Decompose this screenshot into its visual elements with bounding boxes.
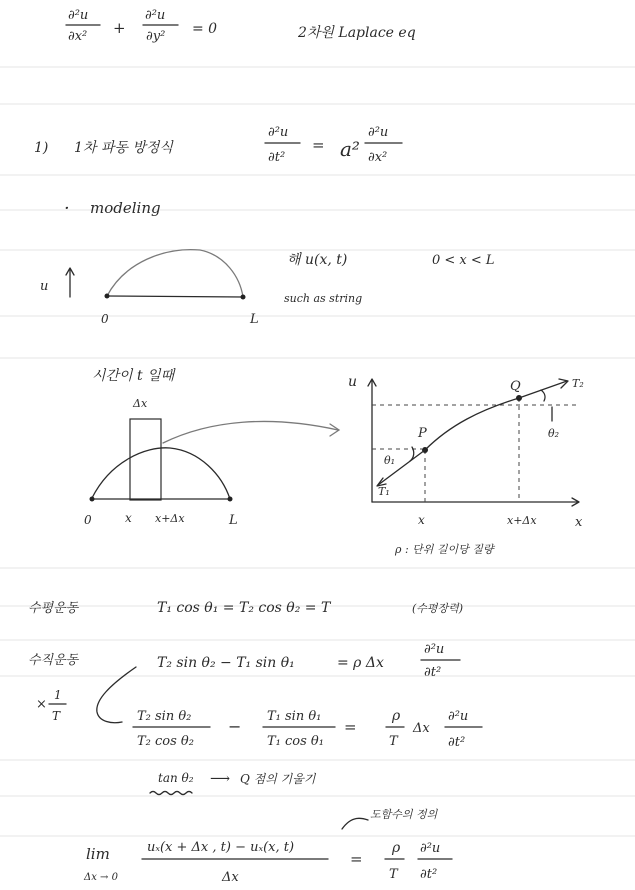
horizontal-eq: T₁ cos θ₁ = T₂ cos θ₂ = T: [157, 600, 331, 616]
ratio-d-num: ∂²u: [448, 709, 469, 724]
zoom-tick-x: x: [418, 513, 425, 527]
divide-num: 1: [54, 688, 62, 702]
vertical-eq-lhs: T₂ sin θ₂ − T₁ sin θ₁: [157, 655, 295, 671]
wave-rhs-den: ∂x²: [368, 150, 388, 165]
string-right-label: L: [250, 312, 259, 327]
lap-eq-zero: = 0: [192, 21, 218, 37]
delta-x-box: [130, 419, 161, 500]
solution-label: 해 u(x, t): [287, 252, 348, 268]
lim-den: Δx: [222, 870, 239, 885]
string-baseline: [107, 296, 243, 297]
lim-d-num: ∂²u: [420, 841, 441, 856]
label-theta1: θ₁: [384, 454, 396, 467]
zoom-figure: [348, 374, 584, 556]
zoom-tick-xdx: x+Δx: [507, 514, 537, 527]
divide-den: T: [52, 709, 61, 723]
string-figure: [40, 250, 495, 327]
vertical-frac-den: ∂t²: [424, 665, 442, 680]
lap-term2-num: ∂²u: [145, 8, 166, 23]
ratio-dx: Δx: [413, 721, 430, 736]
ratio-f2-num: T₁ sin θ₁: [267, 709, 322, 724]
tan-term: tan θ₂: [158, 771, 194, 785]
modeling-bullet: [64, 198, 161, 219]
wave-equals: =: [312, 136, 325, 154]
time-figure: [84, 368, 339, 528]
time-tick-x: x: [125, 511, 132, 525]
lim-equals: =: [350, 850, 363, 868]
horizontal-note: (수평장력): [412, 602, 464, 615]
wave-coef: a²: [340, 137, 360, 161]
ratio-d-den: ∂t²: [448, 735, 466, 750]
wave-lhs-den: ∂t²: [268, 150, 286, 165]
ratio-minus: −: [228, 717, 242, 736]
tan-arrow: ⟶: [210, 771, 231, 787]
lap-term2-den: ∂y²: [146, 29, 166, 44]
time-tick-L: L: [229, 513, 238, 528]
ratio-rho-num: ρ: [392, 708, 401, 724]
lim-sub: Δx → 0: [84, 872, 118, 883]
zoom-axis-x: x: [575, 515, 583, 530]
divide-by-T: [36, 667, 136, 723]
time-tick-0: 0: [84, 513, 92, 527]
lap-term1-den: ∂x²: [68, 29, 88, 44]
zoom-axis-u: u: [348, 374, 358, 390]
lim-rho-den: T: [389, 867, 398, 882]
lap-label: 2차원 Laplace eq: [298, 25, 416, 41]
label-T2: T₂: [572, 377, 584, 390]
section-number: 1): [34, 140, 49, 156]
string-axis-u: u: [40, 279, 49, 294]
horizontal-motion: [28, 600, 463, 616]
zoom-curve: [425, 398, 519, 450]
modeling-label: modeling: [90, 199, 161, 217]
ratio-f2-den: T₁ cos θ₁: [267, 734, 324, 749]
lim-d-den: ∂t²: [420, 867, 438, 882]
time-caption: 시간이 t 일때: [92, 368, 175, 384]
section-title: 1차 파동 방정식: [74, 140, 173, 156]
delta-x-label: Δx: [133, 397, 148, 410]
lim-num: uₓ(x + Δx , t) − uₓ(x, t): [147, 840, 295, 855]
lim-rho-num: ρ: [392, 840, 401, 856]
ratio-equals: =: [344, 718, 357, 736]
bullet-dot: ·: [64, 198, 70, 219]
vertical-frac-num: ∂²u: [424, 642, 445, 657]
point-P: P: [418, 426, 427, 441]
label-theta2: θ₂: [548, 427, 560, 440]
rho-note: ρ : 단위 길이당 질량: [395, 543, 494, 556]
ratio-equation: [133, 708, 482, 750]
tension-T2-arrow: [519, 381, 567, 398]
limit-equation: [83, 808, 452, 885]
label-T1: T₁: [378, 485, 390, 498]
laplace-equation: [66, 8, 416, 44]
string-left-label: 0: [101, 312, 109, 326]
wave-lhs-num: ∂²u: [268, 125, 289, 140]
wave-rhs-num: ∂²u: [368, 125, 389, 140]
times-sign: ×: [36, 697, 47, 712]
zoom-arrow: [163, 421, 338, 443]
ratio-f1-num: T₂ sin θ₂: [137, 709, 192, 724]
tan-text: Q 점의 기울기: [240, 772, 316, 786]
example-label: such as string: [284, 292, 363, 305]
time-tick-xdx: x+Δx: [155, 512, 185, 525]
domain-label: 0 < x < L: [432, 253, 495, 268]
horizontal-label: 수평운동: [28, 601, 79, 616]
string-curve: [107, 250, 243, 297]
lim-note: 도함수의 정의: [370, 808, 438, 821]
ratio-rho-den: T: [389, 734, 398, 749]
ratio-f1-den: T₂ cos θ₂: [137, 734, 194, 749]
point-Q: Q: [510, 379, 521, 394]
vertical-eq-mid: = ρ Δx: [337, 655, 384, 671]
bracket-arrow: [97, 667, 136, 723]
lap-term1-num: ∂²u: [68, 8, 89, 23]
vertical-label: 수직운동: [28, 653, 79, 668]
lim-label: lim: [86, 845, 110, 863]
tan-note: [150, 771, 317, 795]
wave-equation-heading: [34, 125, 402, 165]
vertical-motion: [28, 642, 460, 680]
lap-plus: +: [113, 19, 126, 37]
